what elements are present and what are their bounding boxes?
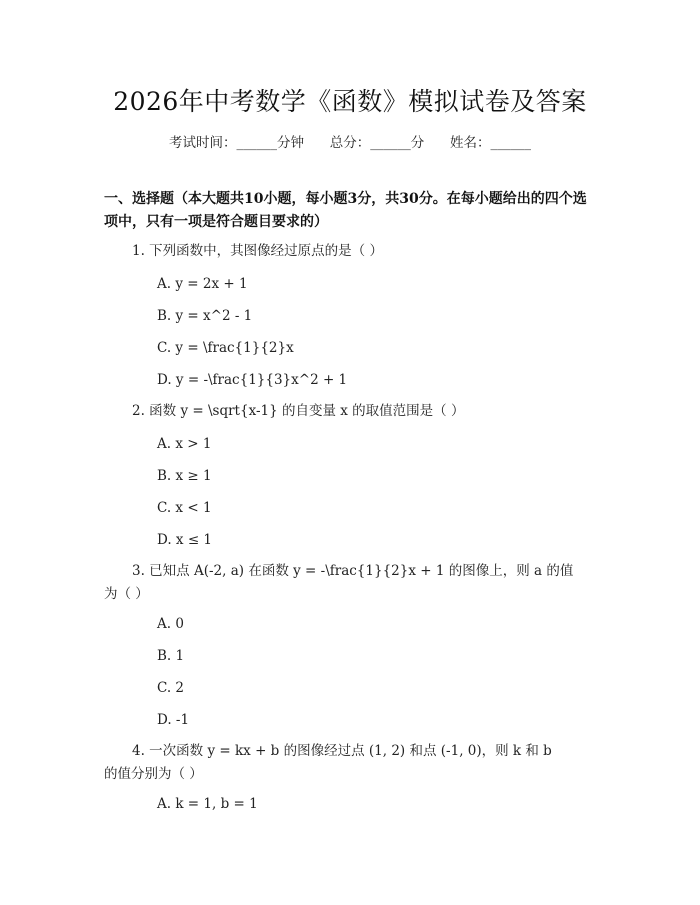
page-title: 2026年中考数学《函数》模拟试卷及答案: [113, 87, 587, 116]
question-3-option-c: C. 2: [157, 680, 185, 696]
exam-meta-line: [0, 131, 700, 151]
question-4: [104, 740, 594, 786]
question-2-option-a: A. x > 1: [157, 436, 212, 452]
question-4-option-a: A. k = 1, b = 1: [157, 796, 258, 812]
question-1-option-b: B. y = x^2 - 1: [157, 308, 253, 324]
question-3: [104, 560, 594, 606]
total-score-field: 总分：______分: [329, 135, 425, 151]
question-1: [104, 240, 594, 263]
question-3-text-line1: 3. 已知点 A(-2, a) 在函数 y = -\frac{1}{2}x + 1 的图像上，则 a 的值: [132, 563, 574, 579]
name-field: 姓名：______: [450, 135, 531, 151]
question-1-text: 1. 下列函数中，其图像经过原点的是（ ）: [132, 243, 383, 259]
section-heading: [104, 188, 604, 234]
question-3-option-b: B. 1: [157, 648, 185, 664]
question-1-option-a: A. y = 2x + 1: [157, 276, 248, 292]
question-2-option-d: D. x ≤ 1: [157, 532, 213, 548]
question-3-option-a: A. 0: [157, 616, 184, 632]
question-1-option-d: D. y = -\frac{1}{3}x^2 + 1: [157, 372, 348, 388]
question-2: [104, 400, 594, 423]
question-2-text: 2. 函数 y = \sqrt{x-1} 的自变量 x 的取值范围是（ ）: [132, 403, 465, 419]
section-heading-line: 项中，只有一项是符合题目要求的）: [104, 214, 328, 230]
question-4-text-line2: 的值分别为（ ）: [104, 766, 203, 782]
question-2-option-c: C. x < 1: [157, 500, 212, 516]
question-3-text-line2: 为（ ）: [104, 586, 149, 602]
question-1-option-c: C. y = \frac{1}{2}x: [157, 340, 294, 356]
section-heading-line: 一、选择题（本大题共10小题，每小题3分，共30分。在每小题给出的四个选: [104, 191, 587, 207]
question-3-option-d: D. -1: [157, 712, 190, 728]
question-2-option-b: B. x ≥ 1: [157, 468, 212, 484]
question-4-text-line1: 4. 一次函数 y = kx + b 的图像经过点 (1, 2) 和点 (-1, 0)，则 k 和 b: [132, 743, 552, 759]
exam-time-field: 考试时间：______分钟: [169, 135, 304, 151]
